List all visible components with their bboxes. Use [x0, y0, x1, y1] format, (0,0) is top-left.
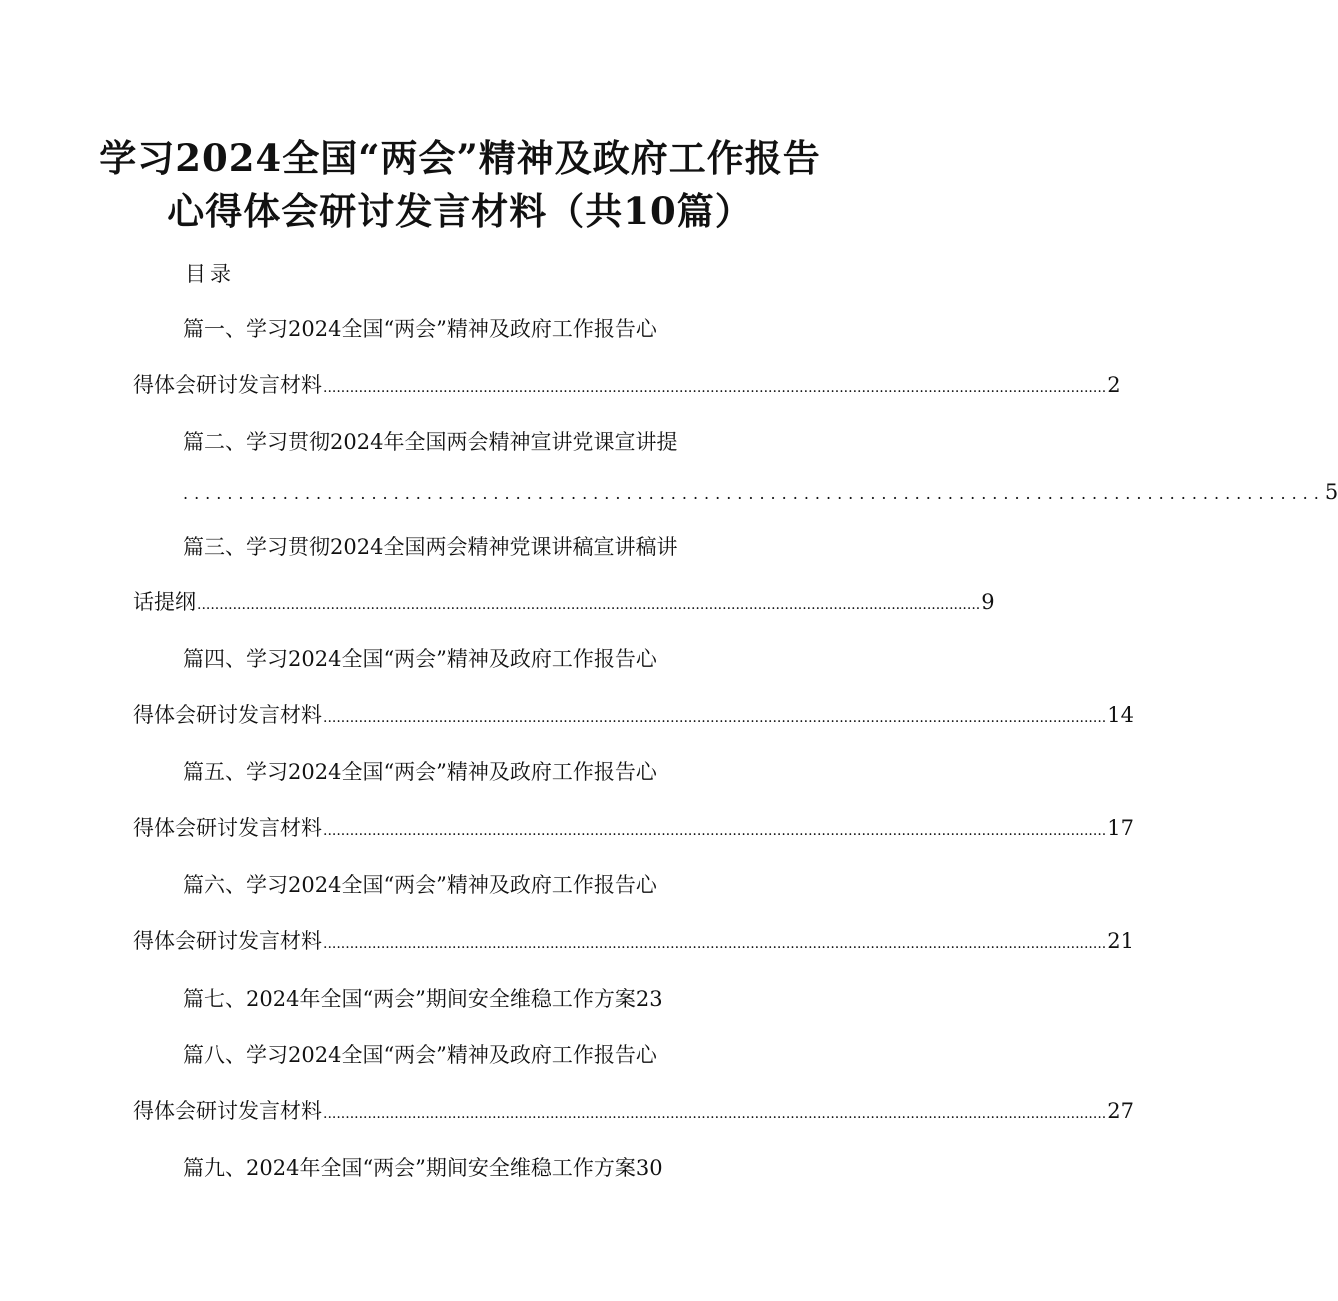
- dot-leader: ................................................................................................................................................................................: [323, 710, 1107, 726]
- page-number: 2: [1107, 373, 1121, 397]
- document-title-line-1: 学习2024全国“两会”精神及政府工作报告: [99, 136, 821, 180]
- page-number: 17: [1107, 816, 1134, 840]
- toc-entry-3-continuation[interactable]: [133, 587, 995, 620]
- dot-leader: ................................................................................................................................................................................: [323, 936, 1107, 952]
- toc-entry-text: 得体会研讨发言材料: [133, 703, 322, 727]
- toc-entry-4-continuation[interactable]: [133, 700, 1134, 733]
- dot-leader: ................................................................................................................................................................................: [323, 380, 1107, 396]
- page-number: 21: [1107, 929, 1134, 953]
- toc-entry-1-continuation[interactable]: [133, 370, 1121, 403]
- document-title-line-2: 心得体会研讨发言材料（共10篇）: [167, 189, 753, 233]
- toc-entry-text: 得体会研讨发言材料: [133, 1099, 322, 1123]
- toc-entry-9-title[interactable]: 篇九、2024年全国“两会”期间安全维稳工作方案30: [183, 1156, 663, 1180]
- page-number: 5: [1324, 480, 1338, 504]
- toc-entry-5-continuation[interactable]: [133, 813, 1134, 846]
- toc-entry-1-title[interactable]: 篇一、学习2024全国“两会”精神及政府工作报告心: [183, 317, 657, 341]
- toc-entry-6-title[interactable]: 篇六、学习2024全国“两会”精神及政府工作报告心: [183, 873, 657, 897]
- page-number: 14: [1107, 703, 1134, 727]
- toc-entry-8-title[interactable]: 篇八、学习2024全国“两会”精神及政府工作报告心: [183, 1043, 657, 1067]
- dot-leader: .......................................................................................................: [183, 484, 1325, 503]
- toc-entry-text: 得体会研讨发言材料: [133, 373, 322, 397]
- dot-leader: ................................................................................................................................................................................: [323, 823, 1107, 839]
- toc-entry-text: 得体会研讨发言材料: [133, 816, 322, 840]
- toc-entry-text: 话提纲: [133, 590, 196, 614]
- dot-leader: ................................................................................................................................................................................: [197, 597, 981, 613]
- toc-entry-5-title[interactable]: 篇五、学习2024全国“两会”精神及政府工作报告心: [183, 760, 657, 784]
- page-number: 9: [981, 590, 995, 614]
- toc-entry-8-continuation[interactable]: [133, 1096, 1134, 1129]
- dot-leader: ................................................................................................................................................................................: [323, 1106, 1107, 1122]
- toc-entry-3-title[interactable]: 篇三、学习贯彻2024全国两会精神党课讲稿宣讲稿讲: [183, 535, 678, 559]
- toc-entry-2-title[interactable]: 篇二、学习贯彻2024年全国两会精神宣讲党课宣讲提: [183, 430, 678, 454]
- toc-entry-6-continuation[interactable]: [133, 926, 1134, 959]
- page-number: 27: [1107, 1099, 1134, 1123]
- toc-entry-4-title[interactable]: 篇四、学习2024全国“两会”精神及政府工作报告心: [183, 647, 657, 671]
- toc-entry-text: 得体会研讨发言材料: [133, 929, 322, 953]
- toc-heading: 目录: [185, 262, 235, 286]
- toc-entry-2-continuation[interactable]: [183, 477, 1338, 509]
- toc-entry-7-title[interactable]: 篇七、2024年全国“两会”期间安全维稳工作方案23: [183, 987, 663, 1011]
